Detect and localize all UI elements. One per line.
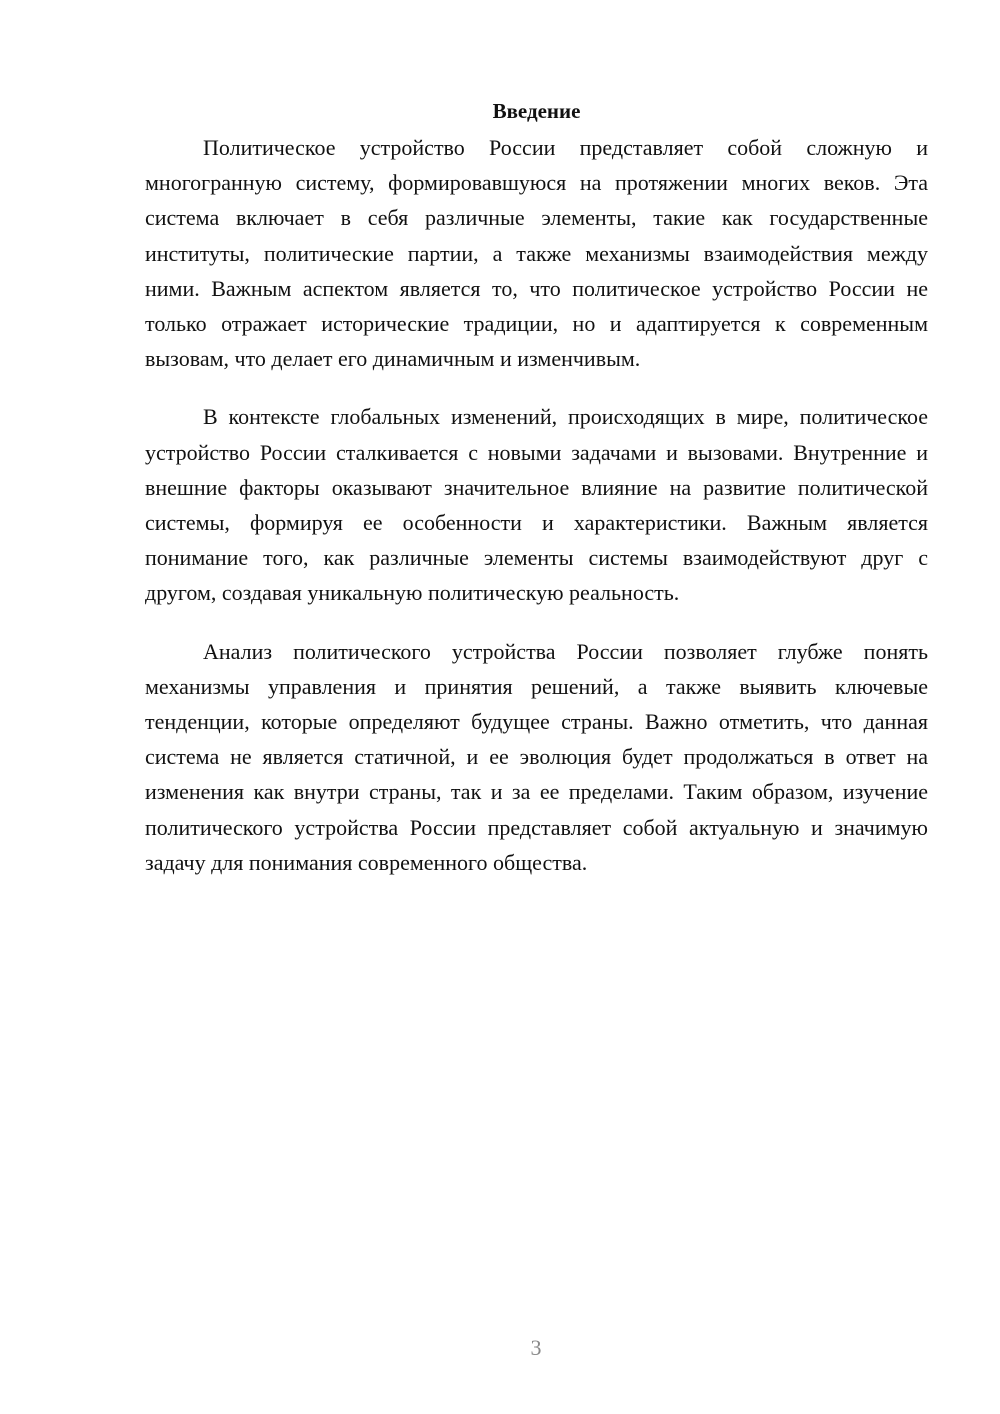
paragraph: Политическое устройство России представляет собой сложную и многогранную систему, формировавшуюся на протяжении многих веков. Эта система включает в себя различные элементы, такие как государственные институты, политические партии, а также механизмы взаимодействия между ними. Важным аспектом является то, что политическое устройство России не только отражает исторические традиции, но и адаптируется к современным вызовам, что делает его динамичным и изменчивым. (145, 135, 928, 372)
page-number: 3 (530, 1335, 542, 1360)
section-heading: Введение (492, 99, 581, 123)
paragraph: В контексте глобальных изменений, происходящих в мире, политическое устройство России сталкивается с новыми задачами и вызовами. Внутренние и внешние факторы оказывают значительное влияние на развитие политической системы, формируя ее особенности и характеристики. Важным является понимание того, как различные элементы системы взаимодействуют друг с другом, создавая уникальную политическую реальность. (145, 404, 928, 606)
paragraph: Анализ политического устройства России позволяет глубже понять механизмы управления и принятия решений, а также выявить ключевые тенденции, которые определяют будущее страны. Важно отметить, что данная система не является статичной, и ее эволюция будет продолжаться в ответ на изменения как внутри страны, так и за ее пределами. Таким образом, изучение политического устройства России представляет собой актуальную и значимую задачу для понимания современного общества. (145, 638, 928, 875)
document-body (145, 96, 928, 903)
